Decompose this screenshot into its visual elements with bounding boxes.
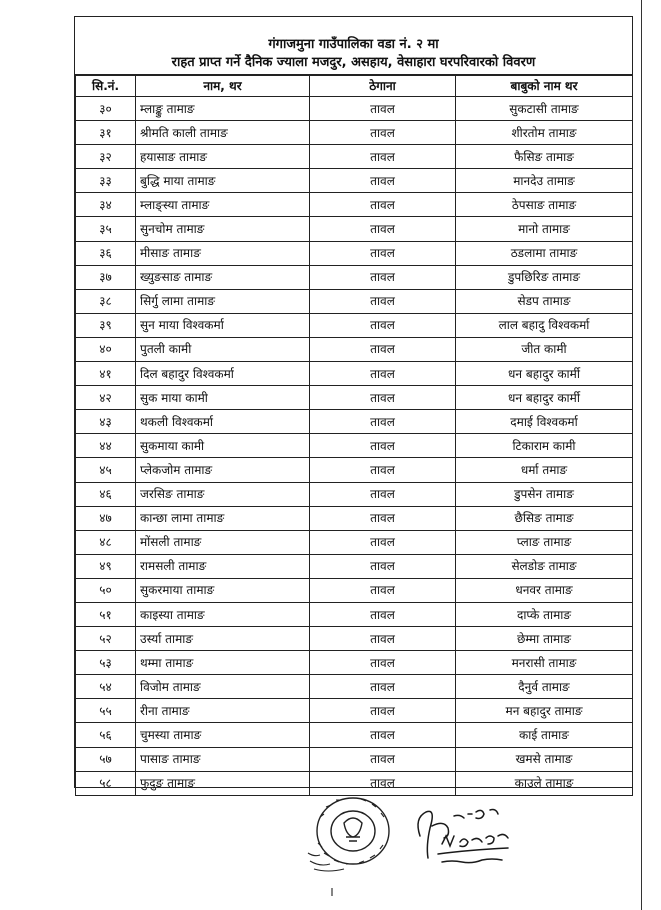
table-row <box>76 723 633 747</box>
table-row <box>76 578 633 602</box>
row-father: काउले तामाङ <box>456 771 633 795</box>
row-name: हयासाङ तामाङ <box>136 145 310 169</box>
table-row <box>76 530 633 554</box>
row-father: मानदेउ तामाङ <box>456 169 633 193</box>
row-sn: ४८ <box>76 530 136 554</box>
row-sn: ३५ <box>76 217 136 241</box>
ink-mark-icon <box>322 887 342 897</box>
row-father: छैसिङ तामाङ <box>456 506 633 530</box>
table-row <box>76 675 633 699</box>
row-address: तावल <box>310 554 456 578</box>
table-row <box>76 145 633 169</box>
table-row <box>76 627 633 651</box>
table-row <box>76 506 633 530</box>
header-address: ठेगाना <box>310 76 456 97</box>
row-sn: ३० <box>76 97 136 121</box>
row-sn: ४० <box>76 337 136 361</box>
row-name: रीना तामाङ <box>136 699 310 723</box>
row-sn: ५१ <box>76 602 136 626</box>
row-father: प्लाङ तामाङ <box>456 530 633 554</box>
document-subtitle: राहत प्राप्त गर्ने दैनिक ज्याला मजदुर, असहाय, वेसाहारा घरपरिवारको विवरण <box>171 55 536 70</box>
table-row <box>76 458 633 482</box>
relief-table <box>75 75 633 796</box>
row-name: दिल बहादुर विश्वकर्मा <box>136 362 310 386</box>
row-address: तावल <box>310 313 456 337</box>
row-father: जीत कामी <box>456 337 633 361</box>
header-sn: सि.नं. <box>76 76 136 97</box>
row-name: म्लाङ्स्या तामाङ <box>136 193 310 217</box>
row-address: तावल <box>310 289 456 313</box>
row-father: छेम्मा तामाङ <box>456 627 633 651</box>
row-name: सुन माया विश्वकर्मा <box>136 313 310 337</box>
row-address: तावल <box>310 434 456 458</box>
row-father: फैसिङ तामाङ <box>456 145 633 169</box>
row-sn: ५८ <box>76 771 136 795</box>
row-address: तावल <box>310 121 456 145</box>
row-father: मनरासी तामाङ <box>456 651 633 675</box>
table-header-row <box>76 76 633 97</box>
row-father: डुपसेन तामाङ <box>456 482 633 506</box>
row-father: सेडप तामाङ <box>456 289 633 313</box>
row-sn: ४२ <box>76 386 136 410</box>
row-address: तावल <box>310 386 456 410</box>
row-address: तावल <box>310 699 456 723</box>
row-father: धन बहादुर कार्मी <box>456 386 633 410</box>
document-frame <box>74 16 633 791</box>
signature-icon <box>402 796 552 876</box>
row-father: धर्मा तमाङ <box>456 458 633 482</box>
row-sn: ४१ <box>76 362 136 386</box>
table-row <box>76 217 633 241</box>
row-sn: ४५ <box>76 458 136 482</box>
row-name: काइस्या तामाङ <box>136 602 310 626</box>
table-row <box>76 193 633 217</box>
row-sn: ५७ <box>76 747 136 771</box>
row-sn: ५५ <box>76 699 136 723</box>
row-sn: ३८ <box>76 289 136 313</box>
row-name: मीसाङ तामाङ <box>136 241 310 265</box>
row-address: तावल <box>310 193 456 217</box>
row-address: तावल <box>310 458 456 482</box>
row-father: ठेपसाङ तामाङ <box>456 193 633 217</box>
row-sn: ३२ <box>76 145 136 169</box>
row-sn: ५० <box>76 578 136 602</box>
row-father: खमसे तामाङ <box>456 747 633 771</box>
table-row <box>76 554 633 578</box>
row-sn: ३१ <box>76 121 136 145</box>
row-name: सुकरमाया तामाङ <box>136 578 310 602</box>
document-title: गंगाजमुना गाउँपालिका वडा नं. २ मा <box>268 37 439 52</box>
row-father: डुपछिरिङ तामाङ <box>456 265 633 289</box>
row-sn: ४४ <box>76 434 136 458</box>
row-name: थकली विश्वकर्मा <box>136 410 310 434</box>
row-sn: ५६ <box>76 723 136 747</box>
row-name: पुतली कामी <box>136 337 310 361</box>
row-name: श्रीमति काली तामाङ <box>136 121 310 145</box>
row-sn: ५२ <box>76 627 136 651</box>
table-row <box>76 289 633 313</box>
table-row <box>76 169 633 193</box>
row-name: जरसिङ तामाङ <box>136 482 310 506</box>
row-sn: ४६ <box>76 482 136 506</box>
office-seal-icon <box>306 793 396 873</box>
row-name: चुमस्या तामाङ <box>136 723 310 747</box>
row-sn: ३९ <box>76 313 136 337</box>
table-row <box>76 434 633 458</box>
row-address: तावल <box>310 169 456 193</box>
row-address: तावल <box>310 337 456 361</box>
row-name: मोंसली तामाङ <box>136 530 310 554</box>
row-address: तावल <box>310 145 456 169</box>
row-father: सेलडोङ तामाङ <box>456 554 633 578</box>
row-sn: ३७ <box>76 265 136 289</box>
row-father: दाप्के तामाङ <box>456 602 633 626</box>
row-address: तावल <box>310 97 456 121</box>
table-body <box>76 97 633 796</box>
header-father: बाबुको नाम थर <box>456 76 633 97</box>
row-sn: ३४ <box>76 193 136 217</box>
row-address: तावल <box>310 747 456 771</box>
row-name: सुक माया कामी <box>136 386 310 410</box>
row-father: ठडलामा तामाङ <box>456 241 633 265</box>
row-sn: ५३ <box>76 651 136 675</box>
row-address: तावल <box>310 217 456 241</box>
row-sn: ४३ <box>76 410 136 434</box>
table-row <box>76 771 633 795</box>
row-name: थम्मा तामाङ <box>136 651 310 675</box>
row-name: बुद्धि माया तामाङ <box>136 169 310 193</box>
scan-edge-line <box>641 0 642 910</box>
table-row <box>76 699 633 723</box>
row-address: तावल <box>310 723 456 747</box>
row-name: सुकमाया कामी <box>136 434 310 458</box>
row-father: मानो तामाङ <box>456 217 633 241</box>
row-address: तावल <box>310 578 456 602</box>
row-address: तावल <box>310 530 456 554</box>
row-sn: ३३ <box>76 169 136 193</box>
table-row <box>76 482 633 506</box>
table-row <box>76 241 633 265</box>
row-address: तावल <box>310 627 456 651</box>
row-address: तावल <box>310 651 456 675</box>
row-name: प्लेकजोम तामाङ <box>136 458 310 482</box>
row-father: टिकाराम कामी <box>456 434 633 458</box>
row-father: मन बहादुर तामाङ <box>456 699 633 723</box>
row-name: पासाङ तामाङ <box>136 747 310 771</box>
row-address: तावल <box>310 362 456 386</box>
row-name: विजोम तामाङ <box>136 675 310 699</box>
row-address: तावल <box>310 410 456 434</box>
row-address: तावल <box>310 482 456 506</box>
row-father: धनवर तामाङ <box>456 578 633 602</box>
row-sn: ३६ <box>76 241 136 265</box>
table-row <box>76 362 633 386</box>
row-address: तावल <box>310 771 456 795</box>
row-father: शीरतोम तामाङ <box>456 121 633 145</box>
row-address: तावल <box>310 506 456 530</box>
row-address: तावल <box>310 241 456 265</box>
row-father: काई तामाङ <box>456 723 633 747</box>
table-row <box>76 121 633 145</box>
row-name: म्लाङ्कु तामाङ <box>136 97 310 121</box>
row-name: उर्स्या तामाङ <box>136 627 310 651</box>
table-row <box>76 651 633 675</box>
row-name: रामसली तामाङ <box>136 554 310 578</box>
row-father: लाल बहादु विश्वकर्मा <box>456 313 633 337</box>
row-address: तावल <box>310 602 456 626</box>
table-row <box>76 265 633 289</box>
table-row <box>76 410 633 434</box>
row-father: दैनुर्व तामाङ <box>456 675 633 699</box>
row-name: ख्युङसाङ तामाङ <box>136 265 310 289</box>
header-name: नाम, थर <box>136 76 310 97</box>
row-father: धन बहादुर कार्मी <box>456 362 633 386</box>
row-name: सुनचोम तामाङ <box>136 217 310 241</box>
row-father: सुकटासी तामाङ <box>456 97 633 121</box>
row-address: तावल <box>310 265 456 289</box>
row-name: फुदुङ तामाङ <box>136 771 310 795</box>
table-row <box>76 747 633 771</box>
table-row <box>76 97 633 121</box>
row-name: कान्छा लामा तामाङ <box>136 506 310 530</box>
row-sn: ५४ <box>76 675 136 699</box>
row-sn: ४७ <box>76 506 136 530</box>
row-address: तावल <box>310 675 456 699</box>
row-sn: ४९ <box>76 554 136 578</box>
table-row <box>76 313 633 337</box>
row-father: दमाई विश्वकर्मा <box>456 410 633 434</box>
table-row <box>76 386 633 410</box>
row-name: सिर्गु लामा तामाङ <box>136 289 310 313</box>
table-row <box>76 337 633 361</box>
table-row <box>76 602 633 626</box>
